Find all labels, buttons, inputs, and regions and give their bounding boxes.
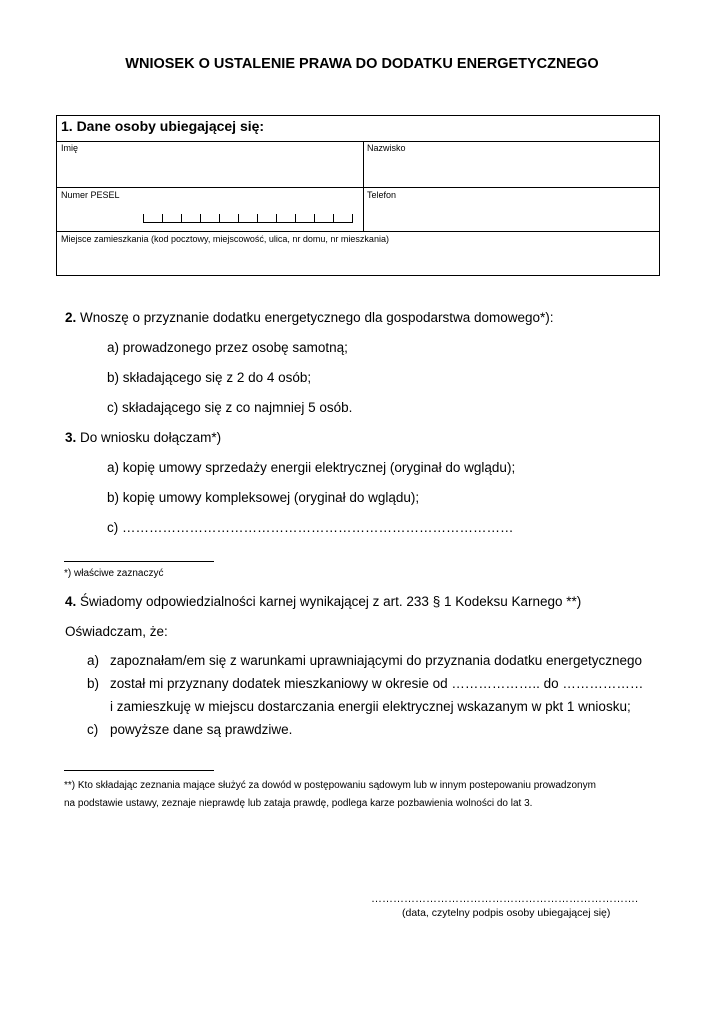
table-column-divider — [363, 141, 364, 231]
declaration-intro: Oświadczam, że: — [65, 624, 168, 639]
pesel-tick — [238, 214, 239, 222]
table-divider — [57, 231, 659, 232]
section4-label: Świadomy odpowiedzialności karnej wynikającej z art. 233 § 1 Kodeksu Karnego **) — [76, 594, 582, 609]
declaration-item-c: powyższe dane są prawdziwe. — [110, 722, 293, 737]
pesel-tick — [295, 214, 296, 222]
pesel-tick — [257, 214, 258, 222]
section4-number: 4. — [65, 594, 77, 609]
pesel-tick — [162, 214, 163, 222]
household-option-b[interactable]: b) składającego się z 2 do 4 osób; — [107, 370, 312, 385]
surname-label: Nazwisko — [367, 143, 406, 153]
pesel-tick — [276, 214, 277, 222]
declaration-item-c-letter: c) — [87, 722, 99, 737]
table-divider — [57, 187, 659, 188]
declaration-item-b-letter: b) — [87, 676, 100, 691]
phone-label: Telefon — [367, 190, 397, 200]
pesel-tick — [143, 214, 144, 222]
pesel-digit-boxes[interactable] — [143, 214, 353, 223]
section1-heading: 1. Dane osoby ubiegającej się: — [61, 118, 265, 134]
declaration-item-b-cont: i zamieszkuję w miejscu dostarczania energii elektrycznej wskazanym w pkt 1 wniosku; — [110, 699, 631, 714]
household-option-c[interactable]: c) składającego się z co najmniej 5 osób. — [107, 400, 353, 415]
section2-number: 2. — [65, 310, 77, 325]
pesel-tick — [219, 214, 220, 222]
pesel-tick — [314, 214, 315, 222]
signature-caption: (data, czytelny podpis osoby ubiegającej się) — [402, 907, 611, 919]
footnote-legal-line1: **) Kto składając zeznania mające służyć za dowód w postępowaniu sądowym lub w innym postepowaniu prowadzonym — [64, 780, 596, 791]
pesel-tick — [181, 214, 182, 222]
section3-number: 3. — [65, 430, 77, 445]
footnote-mark-choice: *) właściwe zaznaczyć — [64, 568, 164, 579]
pesel-tick — [352, 214, 353, 222]
pesel-label: Numer PESEL — [61, 190, 120, 200]
section2-text — [65, 310, 554, 325]
section3-label: Do wniosku dołączam*) — [76, 430, 222, 445]
address-label: Miejsce zamieszkania (kod pocztowy, miejscowość, ulica, nr domu, nr mieszkania) — [61, 234, 389, 244]
pesel-tick — [200, 214, 201, 222]
section3-text — [65, 430, 221, 445]
section4-text — [65, 594, 581, 609]
pesel-tick — [333, 214, 334, 222]
table-divider — [57, 141, 659, 142]
household-option-a[interactable]: a) prowadzonego przez osobę samotną; — [107, 340, 348, 355]
footnote-rule — [64, 770, 214, 771]
declaration-item-a: zapoznałam/em się z warunkami uprawniającymi do przyznania dodatku energetycznego — [110, 653, 643, 668]
section2-label: Wnoszę o przyznanie dodatku energetycznego dla gospodarstwa domowego*): — [76, 310, 554, 325]
signature-line[interactable]: ………………………………………………………………. — [371, 893, 639, 905]
footnote-legal-line2: na podstawie ustawy, zeznaje nieprawdę lub zataja prawdę, podlega karze pozbawienia wolności do lat 3. — [64, 798, 533, 809]
attachment-option-b[interactable]: b) kopię umowy kompleksowej (oryginał do wglądu); — [107, 490, 420, 505]
document-title: WNIOSEK O USTALENIE PRAWA DO DODATKU ENERGETYCZNEGO — [125, 56, 599, 72]
applicant-data-table — [56, 115, 660, 276]
attachment-option-a[interactable]: a) kopię umowy sprzedaży energii elektrycznej (oryginał do wglądu); — [107, 460, 516, 475]
footnote-rule — [64, 561, 214, 562]
first-name-label: Imię — [61, 143, 79, 153]
declaration-item-b[interactable]: został mi przyznany dodatek mieszkaniowy w okresie od ……………….. do ……………… — [110, 676, 644, 691]
attachment-option-c[interactable]: c) …………………………………………………………………………… — [107, 520, 514, 535]
declaration-item-a-letter: a) — [87, 653, 100, 668]
